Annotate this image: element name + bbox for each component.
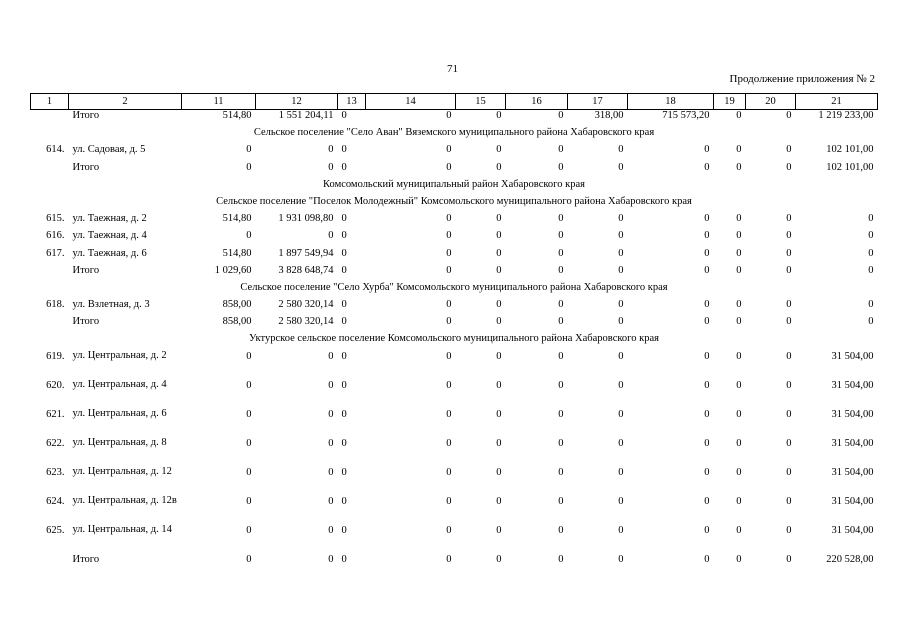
col-15: 0 — [496, 524, 502, 536]
column-header: 21 — [796, 94, 878, 110]
col-14: 0 — [446, 247, 452, 259]
col-20: 0 — [786, 466, 792, 478]
col-17: 0 — [618, 408, 624, 420]
col-20: 0 — [786, 299, 792, 311]
col-16: 0 — [558, 350, 564, 362]
col-19: 0 — [736, 466, 742, 478]
col-13: 0 — [341, 379, 347, 391]
data-table — [30, 93, 878, 571]
col-17: 0 — [618, 379, 624, 391]
col-14: 0 — [446, 553, 452, 565]
row-number: 617. — [46, 247, 65, 259]
address: ул. Таежная, д. 2 — [72, 213, 147, 225]
col-17: 0 — [618, 495, 624, 507]
col-15: 0 — [496, 110, 502, 121]
address: Итого — [72, 316, 100, 328]
col-18: 0 — [704, 316, 710, 328]
col-20: 0 — [786, 553, 792, 565]
address: ул. Центральная, д. 12 — [72, 465, 172, 477]
column-header: 15 — [456, 94, 506, 110]
col-19: 0 — [736, 161, 742, 173]
col-14: 0 — [446, 350, 452, 362]
col-16: 0 — [558, 230, 564, 242]
col-16: 0 — [558, 213, 564, 225]
col-13: 0 — [341, 495, 347, 507]
col-14: 0 — [446, 379, 452, 391]
page-number: 71 — [447, 63, 458, 75]
col-16: 0 — [558, 495, 564, 507]
section-heading: Сельское поселение "Поселок Молодежный" Комсомольского муниципального района Хабаровского края — [216, 195, 692, 207]
section-heading: Сельское поселение "Село Аван" Вяземского муниципального района Хабаровского края — [253, 127, 655, 139]
row-number — [31, 162, 69, 179]
col-12: 1 551 204,11 — [278, 110, 334, 121]
col-16: 0 — [558, 144, 564, 156]
col-13: 0 — [341, 264, 347, 276]
col-12: 0 — [328, 495, 334, 507]
column-header: 20 — [746, 94, 796, 110]
col-20: 0 — [786, 161, 792, 173]
col-13: 0 — [341, 316, 347, 328]
col-15: 0 — [496, 553, 502, 565]
col-11: 514,80 — [222, 247, 252, 259]
col-12: 0 — [328, 161, 334, 173]
row-number: 621. — [46, 408, 65, 420]
appendix-subtitle: Продолжение приложения № 2 — [729, 73, 875, 85]
col-18: 0 — [704, 264, 710, 276]
row-number: 620. — [46, 379, 65, 391]
col-14: 0 — [446, 144, 452, 156]
col-17: 0 — [618, 524, 624, 536]
row-number — [31, 316, 69, 333]
col-19: 0 — [736, 316, 742, 328]
table-row — [31, 299, 878, 316]
col-14: 0 — [446, 316, 452, 328]
col-12: 0 — [328, 350, 334, 362]
col-20: 0 — [786, 213, 792, 225]
row-number: 615. — [46, 213, 65, 225]
col-19: 0 — [736, 264, 742, 276]
address: Итого — [72, 161, 100, 173]
col-16: 0 — [558, 110, 564, 121]
column-header: 18 — [628, 94, 714, 110]
section-heading-row — [31, 127, 878, 144]
col-15: 0 — [496, 247, 502, 259]
col-17: 0 — [618, 350, 624, 362]
col-11: 0 — [246, 466, 252, 478]
col-12: 0 — [328, 379, 334, 391]
col-15: 0 — [496, 379, 502, 391]
table-row — [31, 380, 878, 409]
col-19: 0 — [736, 144, 742, 156]
row-number — [31, 554, 69, 571]
address: Итого — [72, 264, 100, 276]
col-20: 0 — [786, 379, 792, 391]
section-heading: Сельское поселение "Село Хурба" Комсомольского муниципального района Хабаровского края — [240, 281, 668, 293]
table-row — [31, 230, 878, 247]
column-header: 14 — [366, 94, 456, 110]
col-19: 0 — [736, 299, 742, 311]
col-16: 0 — [558, 466, 564, 478]
col-12: 0 — [328, 408, 334, 420]
table-body — [31, 110, 878, 571]
row-number: 618. — [46, 299, 65, 311]
col-18: 0 — [704, 213, 710, 225]
address: ул. Центральная, д. 14 — [72, 523, 172, 535]
col-12: 1 931 098,80 — [278, 213, 334, 225]
col-13: 0 — [341, 247, 347, 259]
col-16: 0 — [558, 247, 564, 259]
row-number — [31, 110, 69, 128]
col-21: 31 504,00 — [831, 379, 874, 391]
section-heading: Уктурское сельское поселение Комсомольского муниципального района Хабаровского края — [249, 333, 659, 345]
col-17: 0 — [618, 466, 624, 478]
column-header: 13 — [338, 94, 366, 110]
col-15: 0 — [496, 264, 502, 276]
table-row — [31, 110, 878, 128]
col-11: 514,80 — [222, 110, 252, 121]
row-number: 614. — [46, 144, 65, 156]
col-21: 102 101,00 — [826, 144, 874, 156]
col-14: 0 — [446, 264, 452, 276]
col-16: 0 — [558, 408, 564, 420]
col-18: 0 — [704, 466, 710, 478]
col-19: 0 — [736, 437, 742, 449]
col-17: 318,00 — [594, 110, 624, 121]
col-19: 0 — [736, 350, 742, 362]
col-20: 0 — [786, 230, 792, 242]
col-21: 31 504,00 — [831, 437, 874, 449]
col-12: 0 — [328, 553, 334, 565]
col-11: 858,00 — [222, 316, 252, 328]
section-heading: Комсомольский муниципальный район Хабаровского края — [323, 178, 585, 190]
col-18: 0 — [704, 161, 710, 173]
col-18: 0 — [704, 350, 710, 362]
col-19: 0 — [736, 379, 742, 391]
row-number: 622. — [46, 437, 65, 449]
col-20: 0 — [786, 408, 792, 420]
col-21: 31 504,00 — [831, 524, 874, 536]
col-13: 0 — [341, 110, 347, 121]
col-13: 0 — [341, 408, 347, 420]
col-20: 0 — [786, 495, 792, 507]
col-16: 0 — [558, 553, 564, 565]
col-14: 0 — [446, 437, 452, 449]
col-17: 0 — [618, 230, 624, 242]
col-17: 0 — [618, 161, 624, 173]
section-heading-row — [31, 333, 878, 350]
col-15: 0 — [496, 144, 502, 156]
col-13: 0 — [341, 524, 347, 536]
col-21: 0 — [868, 264, 874, 276]
address: ул. Таежная, д. 6 — [72, 247, 147, 259]
col-21: 102 101,00 — [826, 161, 874, 173]
col-17: 0 — [618, 316, 624, 328]
col-11: 514,80 — [222, 213, 252, 225]
col-19: 0 — [736, 553, 742, 565]
address: ул. Взлетная, д. 3 — [72, 299, 150, 311]
col-19: 0 — [736, 495, 742, 507]
table-row — [31, 554, 878, 571]
col-15: 0 — [496, 299, 502, 311]
col-12: 0 — [328, 230, 334, 242]
section-heading-row — [31, 179, 878, 196]
col-11: 858,00 — [222, 299, 252, 311]
col-19: 0 — [736, 213, 742, 225]
col-12: 2 580 320,14 — [278, 299, 334, 311]
col-18: 0 — [704, 299, 710, 311]
col-14: 0 — [446, 230, 452, 242]
table-row — [31, 438, 878, 467]
col-16: 0 — [558, 379, 564, 391]
col-18: 0 — [704, 379, 710, 391]
col-21: 1 219 233,00 — [818, 110, 874, 121]
column-header: 2 — [69, 94, 182, 110]
column-header: 19 — [714, 94, 746, 110]
col-17: 0 — [618, 264, 624, 276]
table-row — [31, 265, 878, 282]
section-heading-row — [31, 196, 878, 213]
col-15: 0 — [496, 213, 502, 225]
col-18: 0 — [704, 495, 710, 507]
column-header: 12 — [256, 94, 338, 110]
address: ул. Центральная, д. 4 — [72, 378, 167, 390]
col-12: 1 897 549,94 — [278, 247, 334, 259]
col-18: 0 — [704, 553, 710, 565]
col-11: 0 — [246, 230, 252, 242]
table-row — [31, 467, 878, 496]
col-13: 0 — [341, 553, 347, 565]
col-12: 2 580 320,14 — [278, 316, 334, 328]
col-17: 0 — [618, 144, 624, 156]
section-heading-row — [31, 282, 878, 299]
col-19: 0 — [736, 110, 742, 121]
address: ул. Центральная, д. 12в — [72, 494, 177, 506]
column-header: 11 — [182, 94, 256, 110]
col-13: 0 — [341, 437, 347, 449]
col-12: 3 828 648,74 — [278, 264, 334, 276]
col-13: 0 — [341, 350, 347, 362]
col-12: 0 — [328, 437, 334, 449]
column-header: 17 — [568, 94, 628, 110]
address: ул. Таежная, д. 4 — [72, 230, 147, 242]
col-16: 0 — [558, 161, 564, 173]
col-19: 0 — [736, 247, 742, 259]
col-15: 0 — [496, 408, 502, 420]
header-row — [31, 94, 878, 110]
col-15: 0 — [496, 161, 502, 173]
col-14: 0 — [446, 524, 452, 536]
col-13: 0 — [341, 213, 347, 225]
col-14: 0 — [446, 213, 452, 225]
col-20: 0 — [786, 350, 792, 362]
col-20: 0 — [786, 247, 792, 259]
row-number: 625. — [46, 524, 65, 536]
col-21: 220 528,00 — [826, 553, 874, 565]
col-20: 0 — [786, 144, 792, 156]
row-number: 619. — [46, 350, 65, 362]
address: Итого — [72, 553, 100, 565]
address: ул. Центральная, д. 8 — [72, 436, 167, 448]
col-15: 0 — [496, 437, 502, 449]
table-row — [31, 525, 878, 554]
col-13: 0 — [341, 466, 347, 478]
col-11: 0 — [246, 553, 252, 565]
table-row — [31, 316, 878, 333]
col-12: 0 — [328, 466, 334, 478]
col-20: 0 — [786, 437, 792, 449]
table-row — [31, 162, 878, 179]
col-21: 0 — [868, 213, 874, 225]
col-21: 31 504,00 — [831, 408, 874, 420]
col-11: 0 — [246, 161, 252, 173]
col-14: 0 — [446, 110, 452, 121]
table-row — [31, 496, 878, 525]
col-16: 0 — [558, 524, 564, 536]
col-11: 0 — [246, 408, 252, 420]
col-16: 0 — [558, 264, 564, 276]
col-17: 0 — [618, 553, 624, 565]
col-16: 0 — [558, 299, 564, 311]
col-12: 0 — [328, 524, 334, 536]
table-row — [31, 248, 878, 265]
table-row — [31, 213, 878, 230]
col-11: 1 029,60 — [214, 264, 252, 276]
col-17: 0 — [618, 247, 624, 259]
col-20: 0 — [786, 264, 792, 276]
col-15: 0 — [496, 316, 502, 328]
col-21: 0 — [868, 230, 874, 242]
col-18: 715 573,20 — [662, 110, 710, 121]
col-14: 0 — [446, 466, 452, 478]
col-21: 0 — [868, 316, 874, 328]
col-17: 0 — [618, 437, 624, 449]
col-11: 0 — [246, 379, 252, 391]
row-number — [31, 265, 69, 282]
col-18: 0 — [704, 408, 710, 420]
col-17: 0 — [618, 299, 624, 311]
col-21: 0 — [868, 299, 874, 311]
col-13: 0 — [341, 230, 347, 242]
col-19: 0 — [736, 524, 742, 536]
col-15: 0 — [496, 466, 502, 478]
address: Итого — [72, 110, 100, 121]
col-14: 0 — [446, 161, 452, 173]
col-16: 0 — [558, 437, 564, 449]
col-21: 0 — [868, 247, 874, 259]
col-13: 0 — [341, 161, 347, 173]
col-18: 0 — [704, 247, 710, 259]
row-number: 616. — [46, 230, 65, 242]
address: ул. Садовая, д. 5 — [72, 144, 146, 156]
col-17: 0 — [618, 213, 624, 225]
col-13: 0 — [341, 144, 347, 156]
column-header: 16 — [506, 94, 568, 110]
col-11: 0 — [246, 524, 252, 536]
table-row — [31, 409, 878, 438]
table-row — [31, 144, 878, 161]
col-19: 0 — [736, 408, 742, 420]
col-18: 0 — [704, 524, 710, 536]
col-13: 0 — [341, 299, 347, 311]
col-11: 0 — [246, 495, 252, 507]
col-11: 0 — [246, 437, 252, 449]
row-number: 623. — [46, 466, 65, 478]
col-18: 0 — [704, 437, 710, 449]
col-20: 0 — [786, 316, 792, 328]
col-21: 31 504,00 — [831, 495, 874, 507]
address: ул. Центральная, д. 2 — [72, 349, 167, 361]
col-15: 0 — [496, 230, 502, 242]
col-18: 0 — [704, 230, 710, 242]
col-11: 0 — [246, 144, 252, 156]
col-21: 31 504,00 — [831, 466, 874, 478]
column-header: 1 — [31, 94, 69, 110]
col-20: 0 — [786, 110, 792, 121]
col-14: 0 — [446, 299, 452, 311]
col-15: 0 — [496, 350, 502, 362]
col-14: 0 — [446, 495, 452, 507]
col-20: 0 — [786, 524, 792, 536]
col-11: 0 — [246, 350, 252, 362]
col-12: 0 — [328, 144, 334, 156]
col-14: 0 — [446, 408, 452, 420]
address: ул. Центральная, д. 6 — [72, 407, 167, 419]
col-16: 0 — [558, 316, 564, 328]
col-18: 0 — [704, 144, 710, 156]
col-19: 0 — [736, 230, 742, 242]
col-15: 0 — [496, 495, 502, 507]
table-row — [31, 351, 878, 380]
row-number: 624. — [46, 495, 65, 507]
col-21: 31 504,00 — [831, 350, 874, 362]
